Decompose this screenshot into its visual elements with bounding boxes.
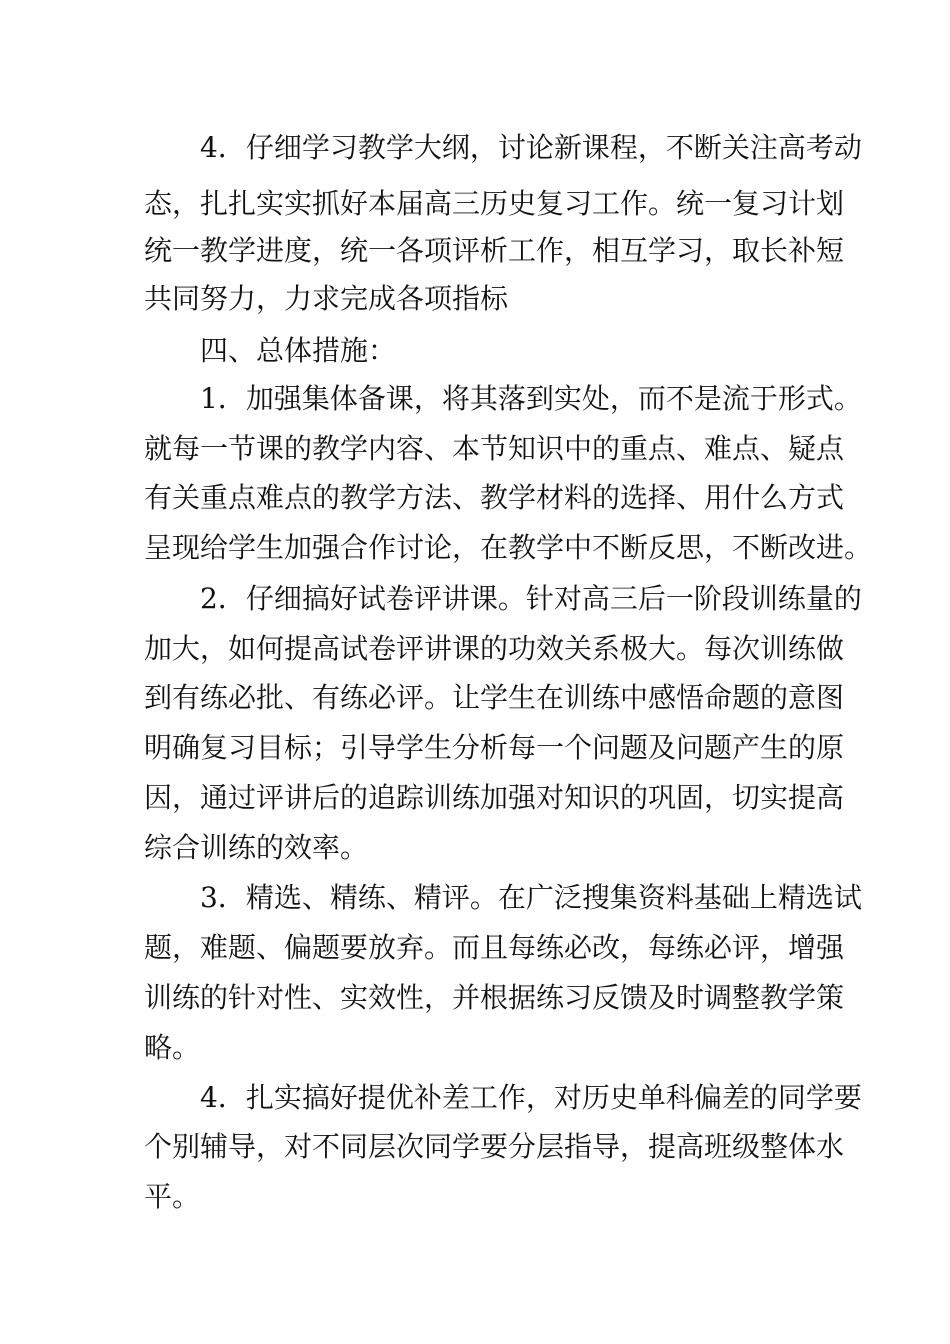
- paragraph-1-line-2: 态，扎扎实实抓好本届高三历史复习工作。统一复习计划: [144, 187, 845, 220]
- section-heading: 四、总体措施：: [200, 334, 397, 367]
- paragraph-5-line-3: 训练的针对性、实效性，并根据练习反馈及时调整教学策: [144, 981, 845, 1014]
- paragraph-5-line-4: 略。: [144, 1031, 201, 1064]
- paragraph-3-line-4: 呈现给学生加强合作讨论，在教学中不断反思，不断改进。: [144, 531, 873, 564]
- paragraph-3-line-3: 有关重点难点的教学方法、教学材料的选择、用什么方式: [144, 481, 845, 514]
- paragraph-4-line-5: 因，通过评讲后的追踪训练加强对知识的巩固，切实提高: [144, 781, 845, 814]
- paragraph-4-line-1: 2．仔细搞好试卷评讲课。针对高三后一阶段训练量的: [200, 582, 862, 615]
- paragraph-3-line-2: 就每一节课的教学内容、本节知识中的重点、难点、疑点: [144, 432, 845, 465]
- paragraph-6-line-2: 个别辅导，对不同层次同学要分层指导，提高班级整体水: [144, 1130, 845, 1163]
- paragraph-1-line-3: 统一教学进度，统一各项评析工作，相互学习，取长补短: [144, 234, 845, 267]
- paragraph-4-line-6: 综合训练的效率。: [144, 831, 369, 864]
- paragraph-5-line-1: 3．精选、精练、精评。在广泛搜集资料基础上精选试: [200, 881, 862, 914]
- paragraph-6-line-3: 平。: [144, 1180, 201, 1213]
- paragraph-1-line-1: 4．仔细学习教学大纲，讨论新课程，不断关注高考动: [200, 131, 862, 164]
- paragraph-5-line-2: 题，难题、偏题要放弃。而且每练必改，每练必评，增强: [144, 931, 845, 964]
- paragraph-1-line-4: 共同努力，力求完成各项指标: [144, 282, 509, 315]
- paragraph-6-line-1: 4．扎实搞好提优补差工作，对历史单科偏差的同学要: [200, 1081, 862, 1114]
- paragraph-4-line-4: 明确复习目标；引导学生分析每一个问题及问题产生的原: [144, 731, 845, 764]
- paragraph-4-line-2: 加大，如何提高试卷评讲课的功效关系极大。每次训练做: [144, 632, 845, 665]
- paragraph-3-line-1: 1．加强集体备课，将其落到实处，而不是流于形式。: [200, 382, 862, 415]
- paragraph-4-line-3: 到有练必批、有练必评。让学生在训练中感悟命题的意图: [144, 681, 845, 714]
